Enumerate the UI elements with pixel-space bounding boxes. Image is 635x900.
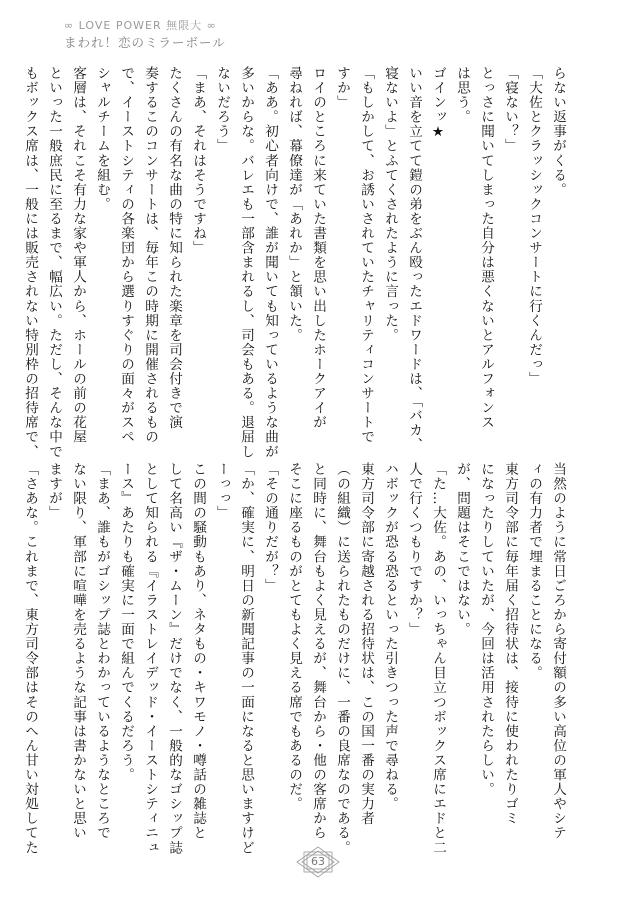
text-line: として知られる『イラストレイデッド・イーストシティニュ [142,462,158,855]
text-line: ーっっ」 [214,462,230,521]
text-line: 「か、確実に、明日の新聞記事の一面になると思いますけど [238,462,254,855]
upper-text-block [22,66,570,459]
page-number: 63 [311,855,325,868]
text-line: 「ああ。初心者向けで、誰が聞いても知っているような曲が [262,66,278,459]
text-line: になったりしていたが、今回は活用されたらしい。 [478,462,494,797]
text-line: 「まあ、誰もがゴシップ誌とわかっているようなところで [94,462,110,841]
text-line: 「寝ない？」 [502,66,518,154]
text-line: もボックス席は、一般には販売されない特別枠の招待席で、 [22,66,38,459]
text-line: いい音を立てて鎧の弟をぶん殴ったエドワードは、「バカ、 [406,66,422,453]
text-line: 東方司令部に毎年届く招待状は、接待に使われたりゴミ [502,462,518,826]
text-line: （の組織）に送られたものだけに、一番の良席なのである。 [334,462,350,855]
chapter-subtitle: まわれ！恋のミラーボール [64,35,226,50]
text-line: は思う。 [454,66,470,125]
text-line: 多いからな。バレエも一部含まれるし、司会もある。退屈し [238,66,254,459]
text-line: が、問題はそこではない。 [454,462,470,637]
text-line: 「もしかして、お誘いされていたチャリティコンサートで [358,66,374,445]
text-line: 「た…大佐。あの、いっちゃん目立つボックス席にエドと二 [430,462,446,855]
text-line: 人で行くつもりですか？」 [406,462,422,637]
text-line: 奏するこのコンサートは、毎年この時期に開催されるもの [142,66,158,445]
text-line: と同時に、舞台もよく見えるが、舞台から・他の客席から [310,462,326,841]
text-line: といった一般庶民に至るまで、幅広い。ただし、そんな中で [46,66,62,459]
text-line: そこに座るものがとてもよく見える席でもあるのだ。 [286,462,302,812]
text-line: 「大佐とクラッシックコンサートに行くんだっ」 [526,66,542,387]
text-line: この間の騒動もあり、ネタもの・キワモノ・噂話の雑誌と [190,462,206,841]
text-line: ース』あたりも確実に一面で組んでくるだろう。 [118,462,134,783]
text-line: ますが」 [46,462,62,521]
text-line: で、イーストシティの各楽団から選りすぐりの面々がスペ [118,66,134,445]
running-header [64,18,424,52]
text-line: 「さあな。これまで、東方司令部はそのへん甘い対処してた [22,462,38,855]
text-line: 東方司令部に寄越される招待状は、この国一番の実力者 [358,462,374,826]
text-line: らない返事がくる。 [550,66,566,197]
text-line: 「その通りだが？」 [262,462,278,593]
text-line: シャルチームを組む。 [94,66,110,212]
text-line: して名高い『ザ・ムーン』だけでなく、一般的なゴシップ誌 [166,462,182,855]
text-line: ないだろう」 [214,66,230,154]
text-line: ロイのところに来ていた書類を思い出したホークアイが [310,66,326,430]
lower-text-block [22,462,570,855]
text-line: 当然のように常日ごろから寄付額の多い高位の軍人やシテ [550,462,566,841]
page-number-ornament [296,846,340,878]
text-line: 「まあ、それはそうですね」 [190,66,206,256]
text-line: ハボックが恐る恐るといった引きつった声で尋ねる。 [382,462,398,812]
text-line: ィの有力者で埋まることになる。 [526,462,542,681]
text-line: すか」 [334,66,350,110]
text-line: 尋ねれば、幕僚達が「あれか」と頷いた。 [286,66,302,343]
text-line: とっさに聞いてしまった自分は悪くないとアルフォンス [478,66,494,430]
text-line: 寝ないよ」とふてくされたように言った。 [382,66,398,343]
text-line: ない限り、軍部に喧嘩を売るような記事は書かないと思い [70,462,86,841]
text-line: たくさんの有名な曲の特に知られた楽章を司会付きで演 [166,66,182,430]
text-line: ゴインッ★ [430,66,446,142]
text-line: 客層は、それこそ有力な家や軍人から、ホールの前の花屋 [70,66,86,445]
series-title: ∞ LOVE POWER 無限大 ∞ [64,19,217,32]
